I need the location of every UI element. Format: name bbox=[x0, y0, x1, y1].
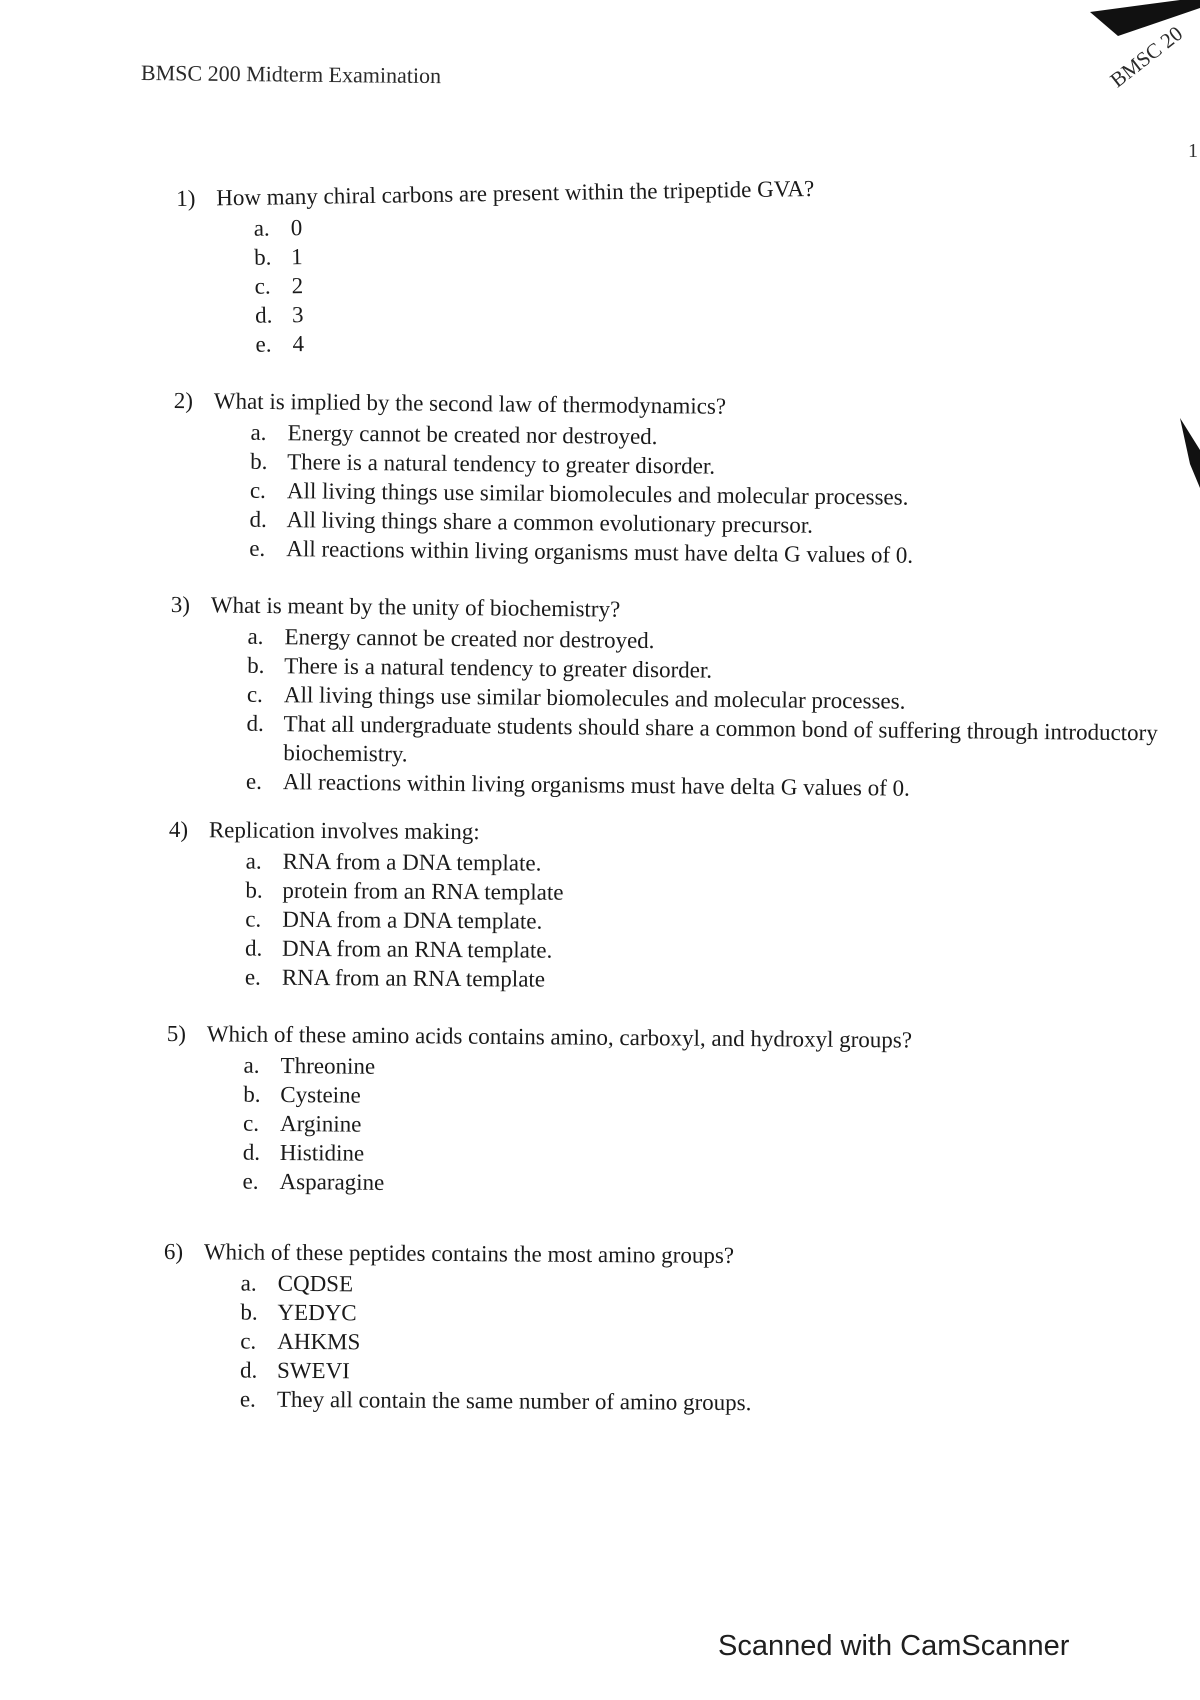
question-1 bbox=[176, 174, 817, 360]
option-letter: d. bbox=[244, 935, 263, 961]
option-text: Arginine bbox=[279, 1110, 362, 1137]
option-text: All reactions within living organisms must have delta G values of 0. bbox=[286, 536, 914, 568]
answer-options bbox=[246, 622, 1165, 806]
option-text: AHKMS bbox=[277, 1328, 361, 1355]
question-number: 2) bbox=[173, 387, 194, 414]
question-text: How many chiral carbons are present within the tripeptide GVA? bbox=[216, 175, 815, 211]
answer-options bbox=[245, 847, 564, 994]
option-text: All living things share a common evolutionary precursor. bbox=[286, 507, 814, 538]
option-b bbox=[240, 1298, 752, 1331]
option-letter: b. bbox=[253, 244, 272, 270]
question-stem bbox=[164, 1237, 753, 1270]
answer-options bbox=[240, 1269, 753, 1418]
option-text: RNA from an RNA template bbox=[281, 964, 546, 992]
question-number: 1) bbox=[176, 185, 196, 211]
option-text: DNA from an RNA template. bbox=[281, 935, 553, 963]
option-d bbox=[245, 934, 563, 965]
option-c bbox=[245, 905, 563, 936]
option-letter: c. bbox=[249, 477, 267, 503]
question-5 bbox=[165, 1019, 912, 1201]
option-text: Asparagine bbox=[279, 1168, 385, 1195]
option-letter: d. bbox=[254, 302, 273, 328]
option-text: There is a natural tendency to greater disorder. bbox=[287, 449, 716, 479]
question-text: Which of these peptides contains the most amino groups? bbox=[203, 1239, 735, 1268]
option-e bbox=[242, 1167, 910, 1202]
option-letter: e. bbox=[242, 1168, 259, 1194]
option-text: SWEVI bbox=[276, 1357, 350, 1384]
corner-page-mark: 1 bbox=[1188, 140, 1198, 162]
option-a bbox=[246, 847, 564, 878]
option-letter: c. bbox=[240, 1328, 257, 1354]
question-2 bbox=[172, 386, 915, 570]
option-text: Energy cannot be created nor destroyed. bbox=[284, 624, 655, 654]
option-text: 4 bbox=[292, 331, 305, 357]
answer-options bbox=[249, 418, 914, 570]
option-e bbox=[249, 534, 913, 570]
option-text: They all contain the same number of amino groups. bbox=[276, 1386, 752, 1416]
question-number: 3) bbox=[170, 591, 191, 618]
option-d bbox=[240, 1356, 752, 1389]
option-text: 1 bbox=[290, 244, 303, 270]
option-text: 0 bbox=[290, 215, 303, 241]
option-letter: a. bbox=[250, 419, 267, 445]
option-text: YEDYC bbox=[277, 1299, 357, 1326]
option-b bbox=[245, 876, 563, 907]
option-letter: d. bbox=[249, 506, 267, 532]
answer-options bbox=[242, 1051, 911, 1202]
question-number: 4) bbox=[168, 816, 189, 843]
option-letter: a. bbox=[243, 1052, 260, 1078]
exam-title: BMSC 200 Midterm Examination bbox=[140, 60, 442, 89]
option-letter: c. bbox=[245, 906, 262, 932]
option-letter: a. bbox=[240, 1270, 257, 1296]
option-a bbox=[241, 1269, 753, 1302]
option-text: Histidine bbox=[279, 1139, 365, 1166]
option-text: All reactions within living organisms must have delta G values of 0. bbox=[282, 769, 910, 801]
question-6 bbox=[163, 1237, 753, 1417]
question-stem bbox=[167, 1019, 912, 1055]
option-letter: e. bbox=[244, 964, 261, 990]
question-number: 6) bbox=[163, 1239, 184, 1265]
option-letter: d. bbox=[242, 1139, 261, 1165]
option-text: DNA from a DNA template. bbox=[282, 906, 543, 934]
option-letter: a. bbox=[247, 623, 264, 649]
option-text: 2 bbox=[291, 273, 304, 299]
option-text: Energy cannot be created nor destroyed. bbox=[287, 420, 658, 450]
question-stem bbox=[169, 815, 564, 847]
option-letter: a. bbox=[253, 215, 270, 241]
option-letter: e. bbox=[239, 1386, 256, 1412]
option-c bbox=[240, 1327, 752, 1360]
option-letter: b. bbox=[247, 652, 265, 678]
option-letter: e. bbox=[249, 535, 266, 561]
question-4 bbox=[168, 815, 564, 994]
option-e bbox=[240, 1385, 752, 1418]
option-letter: b. bbox=[240, 1299, 258, 1325]
option-text: That all undergraduate students should share a common bond of suffering through introductory biochemistry. bbox=[283, 711, 1158, 767]
option-text: protein from an RNA template bbox=[282, 877, 564, 905]
question-3 bbox=[169, 590, 1165, 805]
option-letter: d. bbox=[239, 1357, 258, 1383]
question-text: Which of these amino acids contains amino, carboxyl, and hydroxyl groups? bbox=[206, 1021, 913, 1053]
question-text: What is implied by the second law of thermodynamics? bbox=[213, 388, 727, 419]
option-letter: b. bbox=[243, 1081, 261, 1107]
camscanner-watermark: Scanned with CamScanner bbox=[718, 1630, 1070, 1662]
option-text: Cysteine bbox=[280, 1081, 361, 1108]
option-letter: c. bbox=[254, 273, 271, 299]
option-text: All living things use similar biomolecules and molecular processes. bbox=[283, 682, 906, 714]
edge-shadow-mark bbox=[1178, 418, 1200, 498]
option-d bbox=[246, 709, 1164, 777]
option-letter: d. bbox=[246, 710, 264, 736]
corner-course-label: BMSC 20 bbox=[1105, 21, 1188, 93]
option-letter: a. bbox=[245, 848, 262, 874]
question-number: 5) bbox=[166, 1020, 187, 1047]
option-text: There is a natural tendency to greater disorder. bbox=[284, 653, 713, 683]
option-letter: c. bbox=[246, 681, 264, 707]
question-text: What is meant by the unity of biochemistry? bbox=[210, 592, 621, 622]
option-letter: b. bbox=[245, 877, 263, 903]
option-e bbox=[245, 963, 563, 994]
option-text: RNA from a DNA template. bbox=[282, 848, 542, 876]
option-text: All living things use similar biomolecules and molecular processes. bbox=[286, 478, 909, 510]
option-text: CQDSE bbox=[277, 1270, 354, 1297]
option-text: Threonine bbox=[280, 1052, 376, 1079]
option-letter: e. bbox=[255, 331, 272, 357]
option-letter: e. bbox=[245, 768, 263, 794]
question-text: Replication involves making: bbox=[208, 817, 480, 845]
option-letter: c. bbox=[242, 1110, 260, 1136]
option-letter: b. bbox=[250, 448, 268, 474]
answer-options bbox=[253, 205, 816, 359]
option-text: 3 bbox=[291, 302, 304, 328]
